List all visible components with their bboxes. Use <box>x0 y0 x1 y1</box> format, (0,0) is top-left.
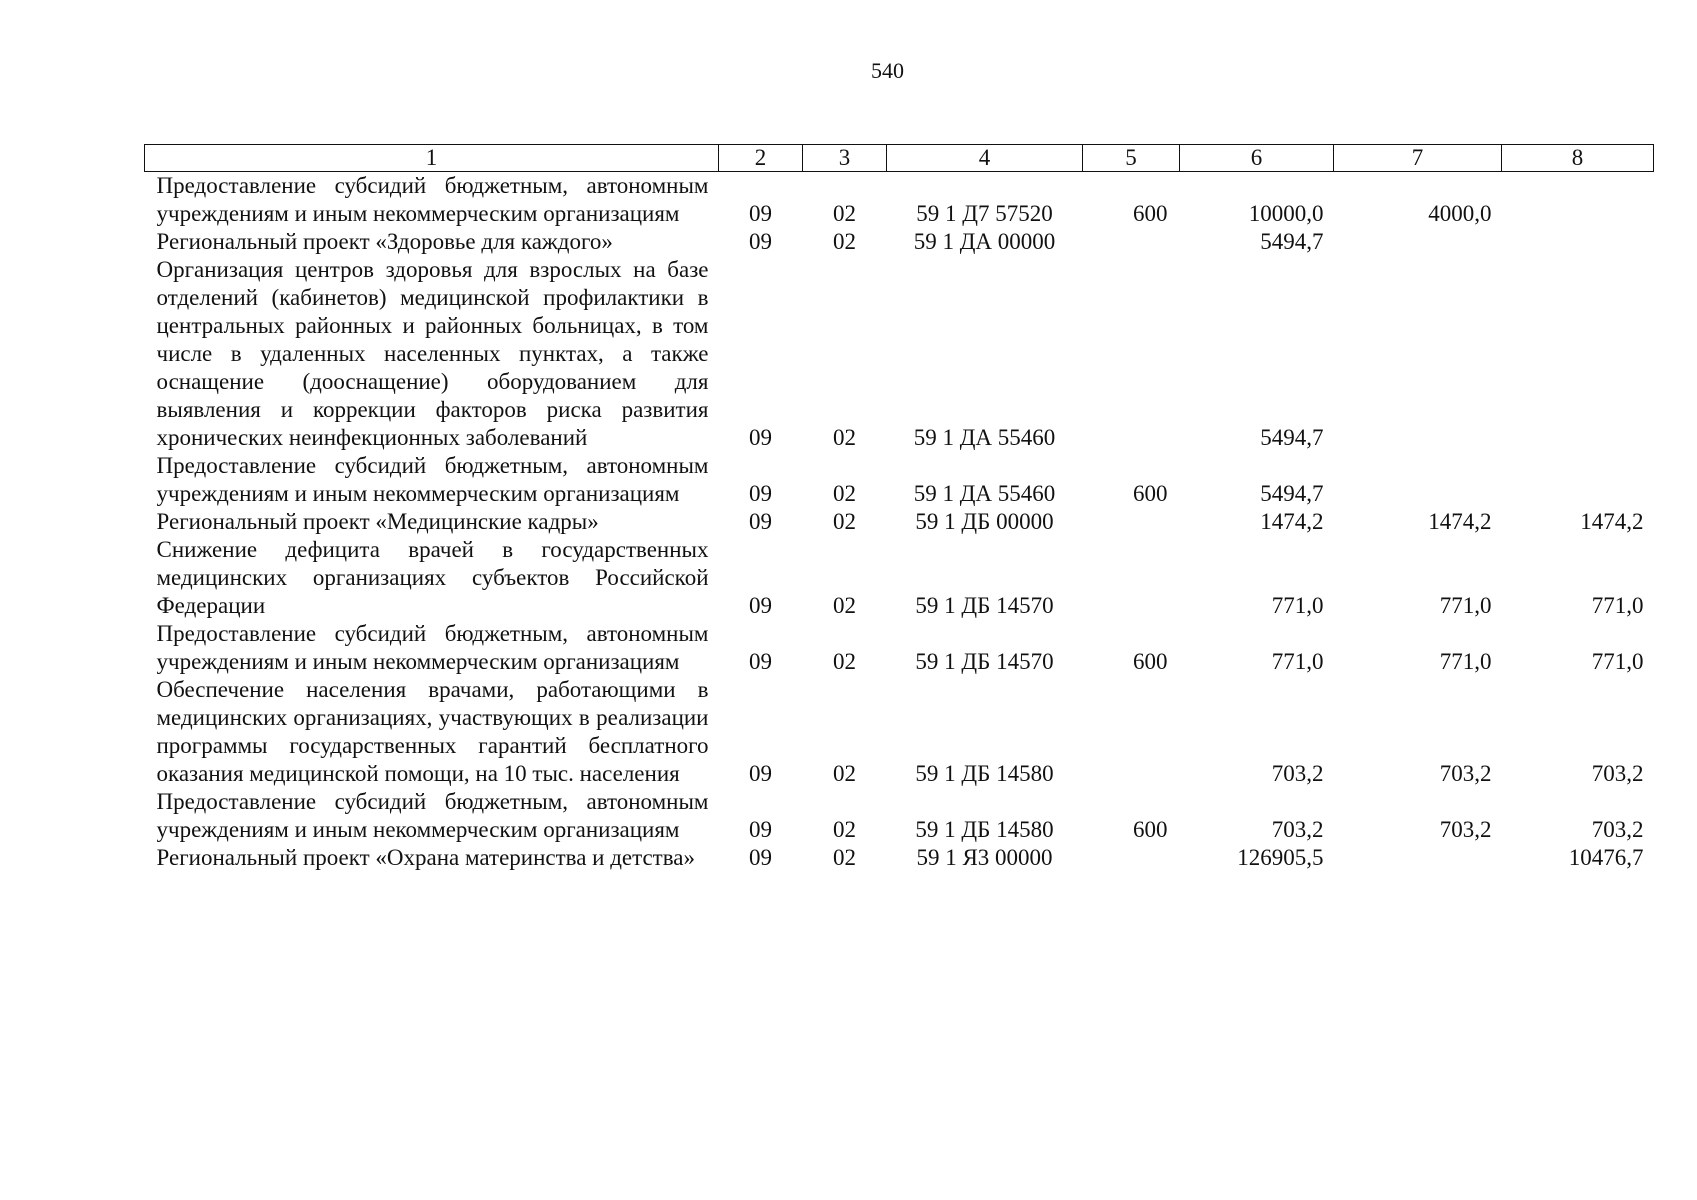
table-row <box>145 676 1654 788</box>
amount-col8-cell <box>1502 452 1654 508</box>
subsection-code-cell: 02 <box>833 509 856 534</box>
expense-type-cell: 600 <box>1133 201 1168 226</box>
section-code-cell: 09 <box>749 229 772 254</box>
section-code-cell: 09 <box>749 593 772 618</box>
amount-col8-cell <box>1502 228 1654 256</box>
amount-col8-cell <box>1502 256 1654 452</box>
table-body <box>145 172 1654 873</box>
subsection-code-cell: 02 <box>833 481 856 506</box>
header-cell: 4 <box>887 145 1083 172</box>
table-row <box>145 536 1654 620</box>
section-code-cell: 09 <box>749 761 772 786</box>
target-article-cell: 59 1 Д7 57520 <box>916 201 1053 226</box>
section-code-cell: 09 <box>749 509 772 534</box>
expense-type-cell <box>1083 256 1180 452</box>
row-name-cell: Предоставление субсидий бюджетным, автономным учреждениям и иным некоммерческим организациям <box>156 173 709 226</box>
row-name-cell: Предоставление субсидий бюджетным, автономным учреждениям и иным некоммерческим организациям <box>156 453 709 506</box>
target-article-cell: 59 1 ДА 00000 <box>913 229 1056 254</box>
row-name-cell: Предоставление субсидий бюджетным, автономным учреждениям и иным некоммерческим организациям <box>156 789 709 842</box>
subsection-code-cell: 02 <box>833 761 856 786</box>
amount-col6-cell: 126905,5 <box>1237 845 1324 870</box>
amount-col6-cell: 771,0 <box>1271 593 1324 618</box>
table-row <box>145 508 1654 536</box>
amount-col7-cell: 1474,2 <box>1428 509 1492 534</box>
amount-col6-cell: 703,2 <box>1271 817 1324 842</box>
amount-col7-cell: 703,2 <box>1439 761 1492 786</box>
amount-col6-cell: 1474,2 <box>1260 509 1324 534</box>
table-row <box>145 788 1654 844</box>
section-code-cell: 09 <box>749 845 772 870</box>
amount-col7-cell <box>1334 844 1502 872</box>
amount-col6-cell: 771,0 <box>1271 649 1324 674</box>
amount-col6-cell: 5494,7 <box>1260 229 1324 254</box>
header-cell: 6 <box>1180 145 1334 172</box>
row-name-cell: Организация центров здоровья для взрослых на базе отделений (кабинетов) медицинской профилактики в центральных районных и районных больницах, в том числе в удаленных населенных пунктах, а также оснащение (дооснащение) оборудованием для выявления и коррекции факторов риска развития хронических неинфекционных заболеваний <box>156 257 709 450</box>
target-article-cell: 59 1 ДБ 14580 <box>915 761 1054 786</box>
amount-col8-cell: 1474,2 <box>1580 509 1644 534</box>
amount-col7-cell: 4000,0 <box>1428 201 1492 226</box>
target-article-cell: 59 1 ДБ 14580 <box>915 817 1054 842</box>
table-row <box>145 228 1654 256</box>
amount-col7-cell: 771,0 <box>1439 649 1492 674</box>
table-row <box>145 452 1654 508</box>
subsection-code-cell: 02 <box>833 229 856 254</box>
amount-col7-cell <box>1334 256 1502 452</box>
subsection-code-cell: 02 <box>833 817 856 842</box>
column-number-header <box>145 145 1654 172</box>
expense-type-cell <box>1083 536 1180 620</box>
amount-col8-cell: 703,2 <box>1591 817 1644 842</box>
page-number: 540 <box>871 58 904 83</box>
expense-type-cell: 600 <box>1133 481 1168 506</box>
subsection-code-cell: 02 <box>833 845 856 870</box>
header-cell: 7 <box>1334 145 1502 172</box>
amount-col7-cell: 703,2 <box>1439 817 1492 842</box>
expense-type-cell <box>1083 844 1180 872</box>
amount-col7-cell: 771,0 <box>1439 593 1492 618</box>
subsection-code-cell: 02 <box>833 201 856 226</box>
target-article-cell: 59 1 ДБ 14570 <box>915 649 1054 674</box>
amount-col8-cell: 771,0 <box>1591 649 1644 674</box>
amount-col7-cell <box>1334 228 1502 256</box>
amount-col8-cell: 10476,7 <box>1568 845 1644 870</box>
amount-col6-cell: 703,2 <box>1271 761 1324 786</box>
expense-type-cell <box>1083 228 1180 256</box>
subsection-code-cell: 02 <box>833 649 856 674</box>
section-code-cell: 09 <box>749 481 772 506</box>
subsection-code-cell: 02 <box>833 425 856 450</box>
target-article-cell: 59 1 ДБ 00000 <box>915 509 1054 534</box>
section-code-cell: 09 <box>749 425 772 450</box>
target-article-cell: 59 1 ДА 55460 <box>913 481 1056 506</box>
section-code-cell: 09 <box>749 817 772 842</box>
table-row <box>145 172 1654 229</box>
target-article-cell: 59 1 Я3 00000 <box>916 845 1053 870</box>
amount-col8-cell: 771,0 <box>1591 593 1644 618</box>
row-name-cell: Снижение дефицита врачей в государственных медицинских организациях субъектов Российской Федерации <box>156 537 709 618</box>
target-article-cell: 59 1 ДБ 14570 <box>915 593 1054 618</box>
row-name-cell: Региональный проект «Охрана материнства и детства» <box>156 845 695 870</box>
section-code-cell: 09 <box>749 649 772 674</box>
target-article-cell: 59 1 ДА 55460 <box>913 425 1056 450</box>
expense-type-cell: 600 <box>1133 649 1168 674</box>
table-row <box>145 844 1654 872</box>
table-row <box>145 256 1654 452</box>
header-cell: 8 <box>1502 145 1654 172</box>
amount-col7-cell <box>1334 452 1502 508</box>
section-code-cell: 09 <box>749 201 772 226</box>
amount-col8-cell: 703,2 <box>1591 761 1644 786</box>
row-name-cell: Региональный проект «Здоровье для каждого» <box>156 229 613 254</box>
amount-col6-cell: 5494,7 <box>1260 425 1324 450</box>
budget-table <box>144 144 1654 872</box>
amount-col6-cell: 5494,7 <box>1260 481 1324 506</box>
row-name-cell: Предоставление субсидий бюджетным, автономным учреждениям и иным некоммерческим организациям <box>156 621 709 674</box>
amount-col8-cell <box>1502 172 1654 229</box>
header-cell: 5 <box>1083 145 1180 172</box>
table-row <box>145 620 1654 676</box>
amount-col6-cell: 10000,0 <box>1248 201 1324 226</box>
header-cell: 3 <box>803 145 887 172</box>
expense-type-cell <box>1083 508 1180 536</box>
row-name-cell: Обеспечение населения врачами, работающими в медицинских организациях, участвующих в реализации программы государственных гарантий бесплатного оказания медицинской помощи, на 10 тыс. населения <box>156 677 709 786</box>
row-name-cell: Региональный проект «Медицинские кадры» <box>156 509 599 534</box>
header-cell: 2 <box>719 145 803 172</box>
expense-type-cell <box>1083 676 1180 788</box>
header-cell: 1 <box>145 145 719 172</box>
expense-type-cell: 600 <box>1133 817 1168 842</box>
subsection-code-cell: 02 <box>833 593 856 618</box>
